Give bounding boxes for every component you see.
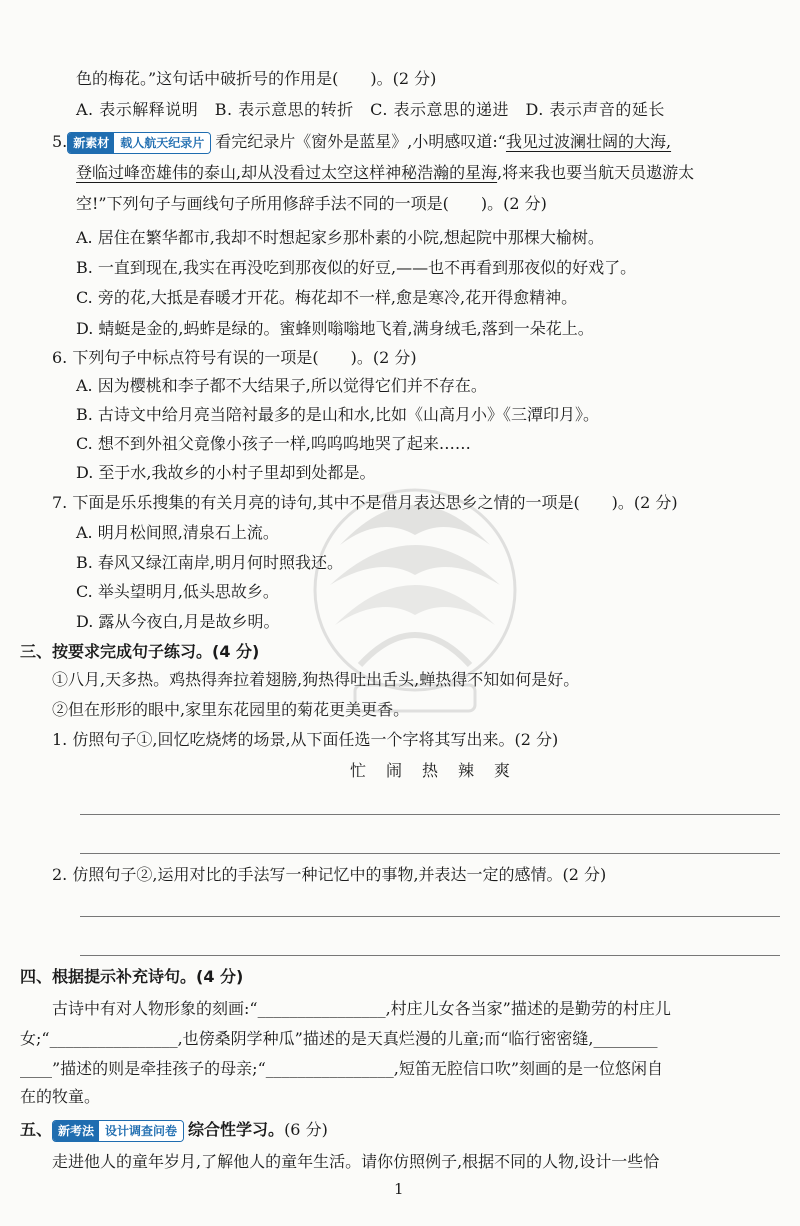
q5-line-1 xyxy=(52,130,671,154)
section-5-score: (6 分) xyxy=(284,1120,328,1139)
q5-text-plain: 看完纪录片《窗外是蓝星》,小明感叹道:“ xyxy=(215,132,506,151)
q7-option-d: D. 露从今夜白,月是故乡明。 xyxy=(76,612,280,631)
q7-option-c: C. 举头望明月,低头思故乡。 xyxy=(76,582,279,601)
section-4-line-2: 女;“________________,也傍桑阴学种瓜”描述的是天真烂漫的儿童;而“临行密密缝,________ xyxy=(20,1029,658,1048)
q5-option-b: B. 一直到现在,我实在再没吃到那夜似的好豆,——也不再看到那夜似的好戏了。 xyxy=(76,258,637,277)
section-5-title: 综合性学习。 xyxy=(188,1120,285,1139)
q7-option-b: B. 春风又绿江南岸,明月何时照我还。 xyxy=(76,553,344,572)
q5-underlined-sentence: 我见过波澜壮阔的大海, xyxy=(505,132,672,151)
section-4-line-1: 古诗中有对人物形象的刻画:“________________,村庄儿女各当家”描述的是勤劳的村庄儿 xyxy=(52,999,671,1018)
section-4-title: 四、根据提示补充诗句。(4 分) xyxy=(20,967,244,986)
q7-stem: 7. 下面是乐乐搜集的有关月亮的诗句,其中不是借月表达思乡之情的一项是( )。(2 分) xyxy=(52,493,678,512)
q5-text-plain-2: ,将来我也要当航天员遨游太 xyxy=(497,163,695,182)
q5-option-a: A. 居住在繁华都市,我却不时想起家乡那朴素的小院,想起院中那棵大榆树。 xyxy=(76,228,604,247)
tag-sub-label: 设计调查问卷 xyxy=(99,1121,183,1141)
q5-number: 5. xyxy=(52,132,68,151)
q6-option-d: D. 至于水,我故乡的小村子里却到处都是。 xyxy=(76,463,376,482)
section-3-title: 三、按要求完成句子练习。(4 分) xyxy=(20,642,260,661)
q6-stem: 6. 下列句子中标点符号有误的一项是( )。(2 分) xyxy=(52,348,417,367)
tag-sub-label: 载人航天纪录片 xyxy=(114,133,210,153)
q6-option-c: C. 想不到外祖父竟像小孩子一样,呜呜呜地哭了起来…… xyxy=(76,434,471,453)
section-3-sentence-2: ②但在形形的眼中,家里东花园里的菊花更美更香。 xyxy=(52,700,410,719)
page-number: 1 xyxy=(394,1180,404,1198)
q5-option-c: C. 旁的花,大抵是春暖才开花。梅花却不一样,愈是寒冷,花开得愈精神。 xyxy=(76,288,578,307)
q5-option-d: D. 蜻蜓是金的,蚂蚱是绿的。蜜蜂则嗡嗡地飞着,满身绒毛,落到一朵花上。 xyxy=(76,319,594,338)
section-5-prefix: 五、 xyxy=(20,1120,53,1139)
answer-line-4[interactable] xyxy=(80,955,780,956)
q6-option-b: B. 古诗文中给月亮当陪衬最多的是山和水,比如《山高月小》《三潭印月》。 xyxy=(76,405,600,424)
q5-line-2 xyxy=(76,161,694,185)
q7-option-a: A. 明月松间照,清泉石上流。 xyxy=(76,523,279,542)
q4-options: A. 表示解释说明 B. 表示意思的转折 C. 表示意思的递进 D. 表示声音的延长 xyxy=(76,100,665,119)
tag-main-label: 新考法 xyxy=(53,1121,99,1141)
section-3-task-1: 1. 仿照句子①,回忆吃烧烤的场景,从下面任选一个字将其写出来。(2 分) xyxy=(52,730,559,749)
answer-line-2[interactable] xyxy=(80,853,780,854)
q5-line-3: 空!”下列句子与画线句子所用修辞手法不同的一项是( )。(2 分) xyxy=(76,194,547,213)
section-5-body: 走进他人的童年岁月,了解他人的童年生活。请你仿照例子,根据不同的人物,设计一些恰 xyxy=(52,1152,660,1171)
answer-line-3[interactable] xyxy=(80,916,780,917)
character-choices: 忙 闹 热 辣 爽 xyxy=(350,761,513,780)
section-5-title-row xyxy=(20,1118,328,1142)
section-4-line-3: ____”描述的则是牵挂孩子的母亲;“________________,短笛无腔信口吹”刻画的是一位悠闲自 xyxy=(20,1059,664,1078)
section-3-sentence-1: ①八月,天多热。鸡热得奔拉着翅膀,狗热得吐出舌头,蝉热得不知如何是好。 xyxy=(52,670,580,689)
new-material-tag xyxy=(67,132,211,154)
new-exam-method-tag xyxy=(52,1120,184,1142)
q6-option-a: A. 因为樱桃和李子都不大结果子,所以觉得它们并不存在。 xyxy=(76,376,487,395)
section-3-task-2: 2. 仿照句子②,运用对比的手法写一种记忆中的事物,并表达一定的感情。(2 分) xyxy=(52,865,607,884)
section-4-line-4: 在的牧童。 xyxy=(20,1087,101,1106)
q5-underlined-sentence-cont: 登临过峰峦雄伟的泰山,却从没看过太空这样神秘浩瀚的星海 xyxy=(76,163,498,182)
tag-main-label: 新素材 xyxy=(68,133,114,153)
answer-line-1[interactable] xyxy=(80,814,780,815)
q4-stem-tail: 色的梅花。”这句话中破折号的作用是( )。(2 分) xyxy=(76,69,437,88)
